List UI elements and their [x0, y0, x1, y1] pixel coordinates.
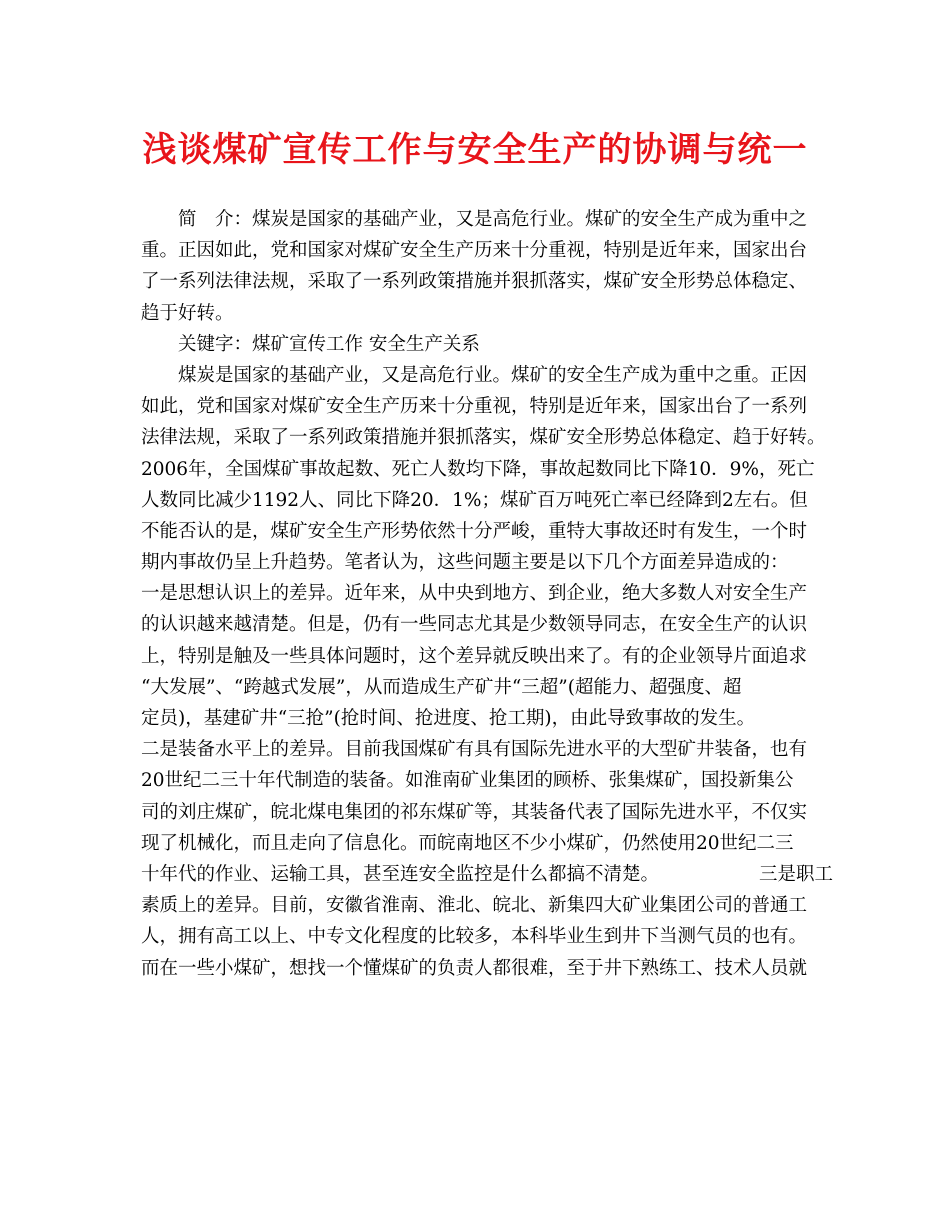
body-line: 20世纪二三十年代制造的装备。如淮南矿业集团的顾桥、张集煤矿，国投新集公 — [141, 770, 794, 792]
body-line: “大发展”、“跨越式发展”，从而造成生产矿井“三超”(超能力、超强度、超 — [141, 676, 742, 698]
body-line: 如此，党和国家对煤矿安全生产历来十分重视，特别是近年来，国家出台了一系列 — [141, 396, 808, 418]
body-line: 二是装备水平上的差异。目前我国煤矿有具有国际先进水平的大型矿井装备，也有 — [141, 739, 808, 761]
body-line: 上，特别是触及一些具体问题时，这个差异就反映出来了。有的企业领导片面追求 — [141, 645, 808, 667]
body-line: 的认识越来越清楚。但是，仍有一些同志尤其是少数领导同志，在安全生产的认识 — [141, 614, 808, 636]
document-title: 浅谈煤矿宣传工作与安全生产的协调与统一 — [142, 130, 808, 170]
body-line: 一是思想认识上的差异。近年来，从中央到地方、到企业，绝大多数人对安全生产 — [141, 583, 808, 605]
body-line: 2006年，全国煤矿事故起数、死亡人数均下降，事故起数同比下降10．9%，死亡 — [141, 458, 815, 480]
body-line-end: 三是职工 — [759, 863, 834, 885]
body-line: 期内事故仍呈上升趋势。笔者认为，这些问题主要是以下几个方面差异造成的： — [141, 552, 789, 574]
body-line: 人，拥有高工以上、中专文化程度的比较多，本科毕业生到井下当测气员的也有。 — [141, 926, 808, 948]
body-line-split — [141, 859, 834, 890]
body-line: 不能否认的是，煤矿安全生产形势依然十分严峻，重特大事故还时有发生，一个时 — [141, 520, 808, 542]
abstract-line: 简 介：煤炭是国家的基础产业，又是高危行业。煤矿的安全生产成为重中之 — [178, 209, 808, 230]
body-line-start: 十年代的作业、运输工具，甚至连安全监控是什么都搞不清楚。 — [141, 863, 660, 885]
body-line: 煤炭是国家的基础产业，又是高危行业。煤矿的安全生产成为重中之重。正因 — [178, 364, 808, 386]
body-line: 人数同比减少1192人、同比下降20．1%；煤矿百万吨死亡率已经降到2左右。但 — [141, 489, 808, 511]
abstract-line: 了一系列法律法规，采取了一系列政策措施并狠抓落实，煤矿安全形势总体稳定、 — [141, 271, 808, 293]
abstract-line: 趋于好转。 — [141, 302, 234, 324]
abstract-line: 重。正因如此，党和国家对煤矿安全生产历来十分重视，特别是近年来，国家出台 — [141, 240, 808, 262]
body-line: 司的刘庄煤矿，皖北煤电集团的祁东煤矿等，其装备代表了国际先进水平，不仅实 — [141, 801, 808, 823]
body-line: 法律法规，采取了一系列政策措施并狠抓落实，煤矿安全形势总体稳定、趋于好转。 — [141, 427, 826, 449]
body-line: 现了机械化，而且走向了信息化。而皖南地区不少小煤矿，仍然使用20世纪二三 — [141, 832, 794, 854]
keywords-line: 关键字：煤矿宣传工作 安全生产关系 — [178, 333, 480, 355]
body-line: 定员)，基建矿井“三抢”(抢时间、抢进度、抢工期)，由此导致事故的发生。 — [141, 708, 756, 729]
document-body — [141, 204, 834, 984]
body-line: 素质上的差异。目前，安徽省淮南、淮北、皖北、新集四大矿业集团公司的普通工 — [141, 895, 808, 917]
body-line: 而在一些小煤矿，想找一个懂煤矿的负责人都很难，至于井下熟练工、技术人员就 — [141, 957, 808, 979]
